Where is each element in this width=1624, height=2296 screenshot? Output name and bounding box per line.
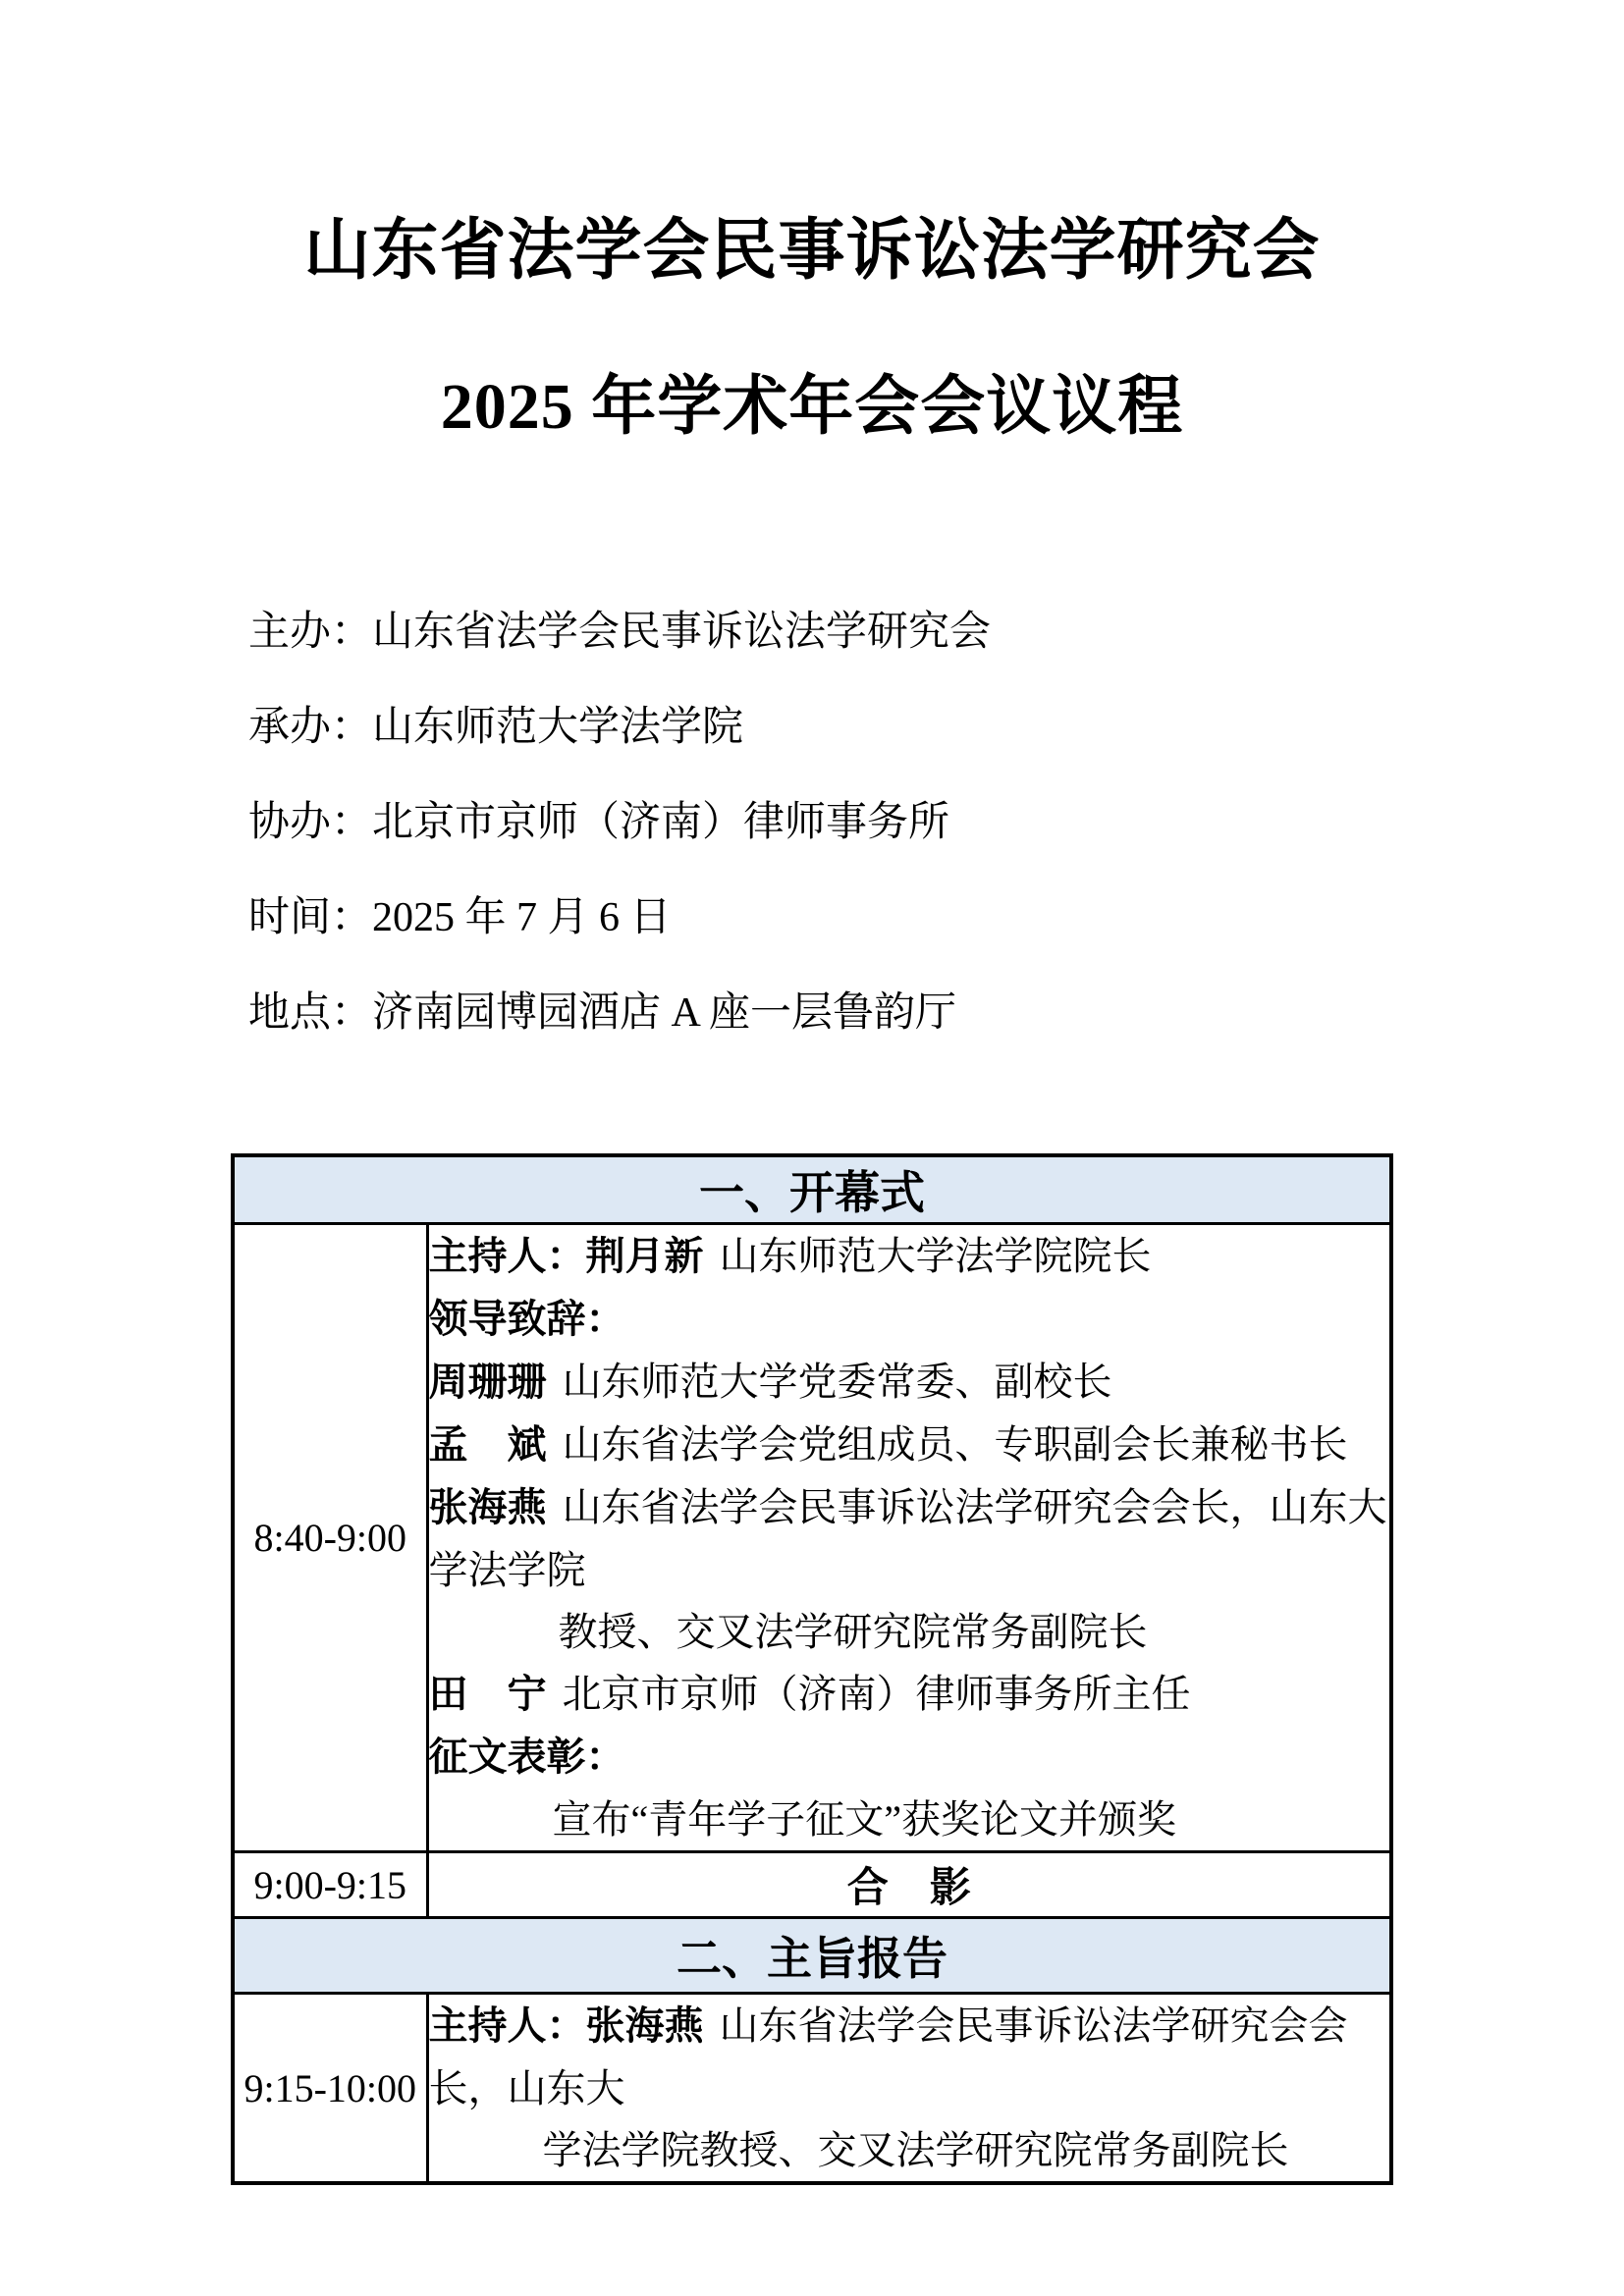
agenda-line-speaker [429,1414,1390,1476]
speaker-desc: 北京市京师（济南）律师事务所主任 [562,1672,1191,1716]
table-row [233,1224,1391,1852]
time-cell-keynote: 9:15-10:00 [233,1994,427,2184]
speaker-desc: 山东师范大学党委常委、副校长 [562,1360,1112,1404]
info-value: 山东师范大学法学院 [372,705,744,750]
speaker-name: 孟 斌 [428,1423,547,1467]
agenda-line-continuation [429,2119,1390,2181]
info-label: 地点： [248,990,373,1036]
speaker-name: 周珊珊 [428,1361,547,1404]
award-label: 征文表彰： [428,1735,625,1779]
info-line-location [248,989,991,1085]
speaker-desc-continuation: 教授、交叉法学研究院常务副院长 [558,1610,1148,1654]
agenda-line-speaker [429,1351,1390,1414]
agenda-line-speeches-label [429,1288,1390,1351]
moderator-name: 主持人：荆月新 [428,1235,704,1278]
time-cell-opening: 8:40-9:00 [233,1224,427,1852]
speaker-desc: 山东省法学会民事诉讼法学研究会会长，山东大学法学院 [428,1485,1387,1592]
agenda-line-award-label [429,1726,1390,1789]
content-cell-keynote [427,1994,1391,2184]
table-row [233,1155,1391,1224]
time-cell-photo: 9:00-9:15 [233,1852,427,1918]
info-value: 2025 年 7 月 6 日 [372,895,672,940]
meta-info-block [248,609,991,1085]
table-row [233,1918,1391,1994]
document-title-line1: 山东省法学会民事诉讼法学研究会 [303,213,1321,288]
agenda-table [231,1153,1393,2185]
section-header-keynote: 二、主旨报告 [233,1918,1391,1994]
agenda-line-speaker [429,1476,1390,1601]
document-title-line2: 2025 年学术年会会议议程 [440,371,1184,443]
info-label: 时间： [248,895,373,940]
agenda-line-moderator [429,1225,1390,1288]
info-line-host [248,609,991,704]
info-line-coorganizer [248,799,991,894]
agenda-line-continuation [429,1601,1390,1663]
award-detail: 宣布“青年学子征文”获奖论文并颁奖 [552,1797,1177,1842]
speeches-label: 领导致辞： [428,1298,625,1341]
content-cell-opening [427,1224,1391,1852]
section-header-opening: 一、开幕式 [233,1155,1391,1224]
moderator-name: 主持人：张海燕 [428,2004,704,2048]
content-cell-photo: 合 影 [427,1852,1391,1918]
info-label: 协办： [248,800,373,845]
info-label: 承办： [248,705,373,750]
info-label: 主办： [248,610,373,655]
info-line-organizer [248,704,991,799]
moderator-desc: 山东师范大学法学院院长 [719,1234,1152,1278]
moderator-desc-continuation: 学法学院教授、交叉法学研究院常务副院长 [542,2128,1289,2172]
speaker-name: 张海燕 [428,1486,547,1529]
table-row [233,1852,1391,1918]
info-value: 北京市京师（济南）律师事务所 [372,800,950,845]
moderator-desc: 山东省法学会民事诉讼法学研究会会长，山东大 [428,2003,1348,2110]
agenda-line-speaker [429,1663,1390,1726]
agenda-line-moderator [429,1995,1390,2119]
speaker-name: 田 宁 [428,1673,547,1716]
speaker-desc: 山东省法学会党组成员、专职副会长兼秘书长 [562,1422,1348,1467]
info-value: 济南园博园酒店 A 座一层鲁韵厅 [372,990,957,1036]
info-line-time [248,894,991,989]
info-value: 山东省法学会民事诉讼法学研究会 [372,610,992,655]
table-row [233,1994,1391,2184]
agenda-line-award-detail [429,1789,1390,1850]
